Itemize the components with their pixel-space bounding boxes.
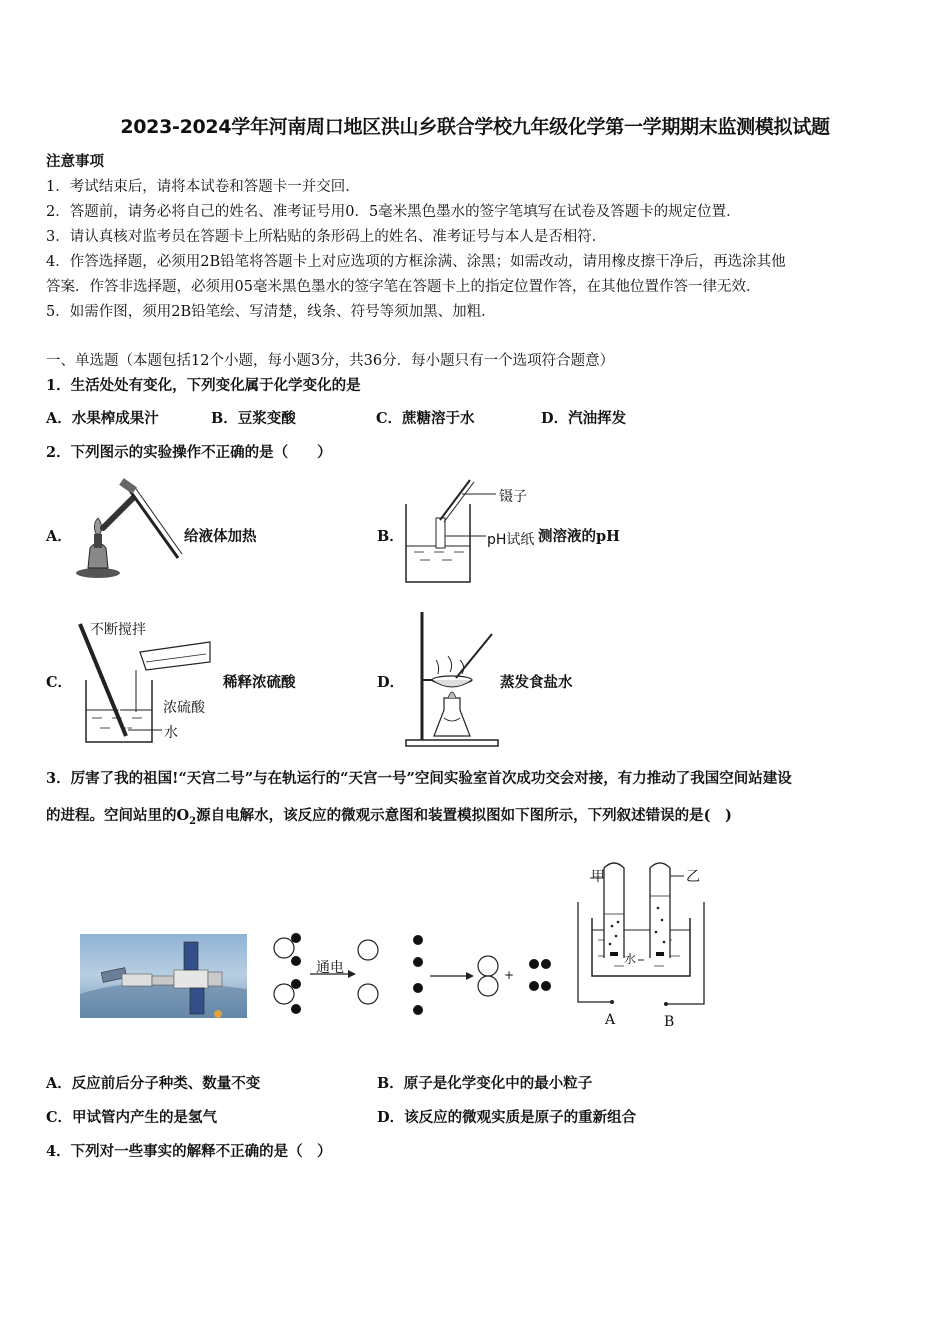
q2-option-a-letter: A．: [46, 528, 72, 545]
question-3-stem-line2: 的进程。空间站里的$O_2$源自电解水，该反应的微观示意图和装置模拟图如下图所示，下列叙述错误的是( ): [46, 807, 732, 827]
notice-heading: 注意事项: [46, 153, 104, 170]
plus-sign: +: [504, 968, 515, 982]
electrode-a-label: A: [605, 1012, 616, 1028]
heating-liquid-figure: [68, 478, 188, 583]
q2-option-c-text: 稀释浓硫酸: [223, 674, 296, 691]
notice-item: 答案．作答非选择题，必须用05毫米黑色墨水的签字笔在答题卡上的指定位置作答，在其他位置作答一律无效．: [46, 279, 761, 295]
q2-option-d-letter: D．: [377, 674, 405, 691]
acid-label: 浓硫酸: [163, 700, 205, 716]
q3-option-c: C．甲试管内产生的是氢气: [46, 1109, 218, 1126]
ph-paper-label: pH试纸: [487, 532, 535, 548]
notice-item: 5．如需作图，须用2B铅笔绘、写清楚，线条、符号等须加黑、加粗．: [46, 304, 496, 320]
q1-option-b: B．豆浆变酸: [211, 410, 296, 427]
q1-option-d: D．汽油挥发: [541, 410, 627, 427]
notice-item: 3．请认真核对监考员在答题卡上所粘贴的条形码上的姓名、准考证号与本人是否相符．: [46, 229, 607, 245]
q2-option-c-letter: C．: [46, 674, 73, 691]
q3-option-a: A．反应前后分子种类、数量不变: [46, 1075, 261, 1092]
q2-option-a-text: 给液体加热: [184, 528, 257, 545]
question-4-stem: 4．下列对一些事实的解释不正确的是（ ）: [46, 1143, 332, 1160]
reaction-micro-diagram: [268, 928, 568, 1024]
apparatus-water-label: 水: [624, 952, 637, 966]
q2-option-b-letter: B．: [377, 528, 404, 545]
question-2-stem: 2．下列图示的实验操作不正确的是（ ）: [46, 444, 332, 461]
electrode-b-label: B: [664, 1014, 675, 1030]
ph-test-figure: [400, 478, 500, 588]
q2-option-b-text: 测溶液的pH: [538, 528, 620, 545]
stir-label: 不断搅拌: [90, 622, 146, 638]
question-3-stem-line1: 3．厉害了我的祖国!“天宫二号”与在轨运行的“天宫一号”空间实验室首次成功交会对接，有力推动了我国空间站建设: [46, 770, 792, 787]
notice-item: 2．答题前，请务必将自己的姓名、准考证号用0．5毫米黑色墨水的签字笔填写在试卷及答题卡的规定位置．: [46, 204, 741, 220]
tube-yi-label: 乙: [686, 869, 700, 885]
evaporation-figure: [400, 606, 505, 748]
tweezers-label: 镊子: [499, 489, 527, 505]
q1-option-a: A．水果榨成果汁: [46, 410, 159, 427]
notice-item: 1．考试结束后，请将本试卷和答题卡一并交回．: [46, 179, 360, 195]
space-station-image: [80, 934, 247, 1018]
question-1-stem: 1．生活处处有变化，下列变化属于化学变化的是: [46, 377, 361, 394]
q3-option-d: D．该反应的微观实质是原子的重新组合: [377, 1109, 637, 1126]
water-label: 水: [164, 725, 178, 741]
q2-option-d-text: 蒸发食盐水: [500, 674, 573, 691]
page-title: 2023-2024学年河南周口地区洪山乡联合学校九年级化学第一学期期末监测模拟试题: [120, 116, 830, 138]
section-heading: 一、单选题（本题包括12个小题，每小题3分，共36分．每小题只有一个选项符合题意）: [46, 353, 615, 369]
q1-option-c: C．蔗糖溶于水: [376, 410, 475, 427]
q3-option-b: B．原子是化学变化中的最小粒子: [377, 1075, 593, 1092]
electricity-label: 通电: [316, 960, 344, 976]
notice-item: 4．作答选择题，必须用2B铅笔将答题卡上对应选项的方框涂满、涂黑；如需改动，请用橡皮擦干净后，再选涂其他: [46, 254, 786, 270]
tube-jia-label: 甲: [591, 869, 605, 885]
